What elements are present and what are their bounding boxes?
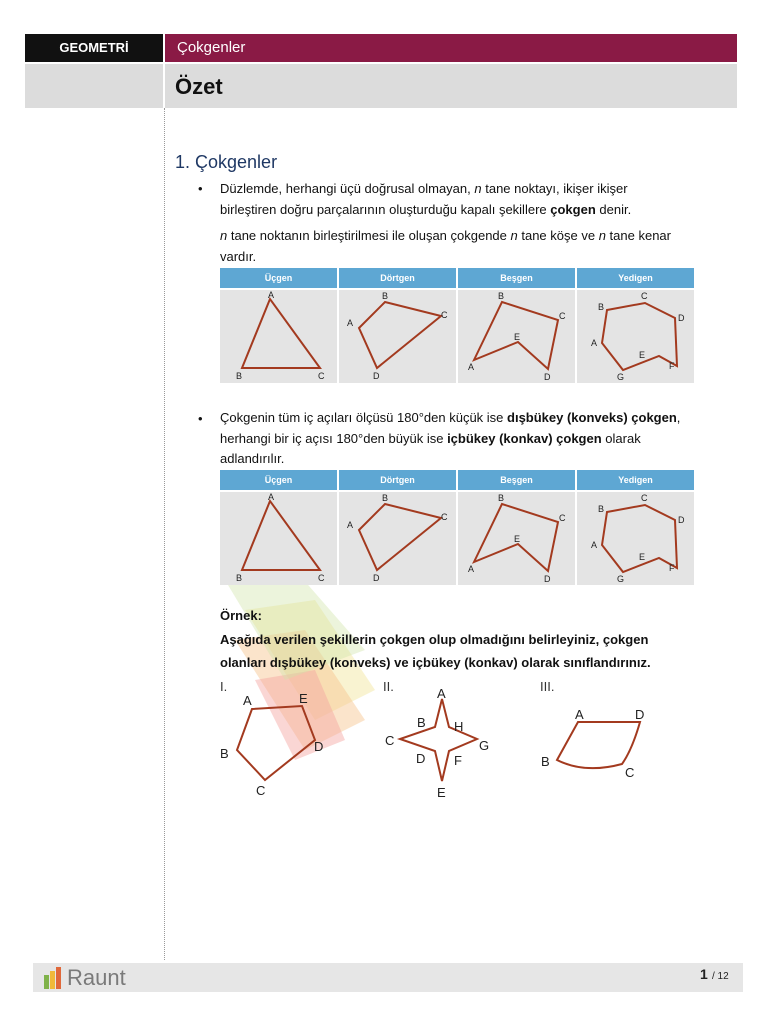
table-header: Beşgen — [458, 470, 575, 490]
figure-number: II. — [383, 679, 394, 694]
page-number: 1 — [700, 966, 708, 982]
example-question: Aşağıda verilen şekillerin çokgen olup olmadığını belirleyiniz, çokgen olanları dışbükey (konveks) ve içbükey (konkav) olarak sınıflandırınız. — [220, 632, 651, 670]
vertex-label: C — [441, 310, 448, 320]
vertex-label: F — [669, 563, 675, 573]
vertex-label: A — [591, 338, 598, 348]
vertex-label: G — [617, 372, 625, 382]
vertex-label: C — [641, 291, 648, 301]
triangle-figure — [220, 290, 337, 383]
vertex-label: B — [417, 715, 426, 730]
vertex-label: A — [437, 686, 446, 701]
figure-number: III. — [540, 679, 555, 694]
vertex-label: D — [678, 313, 685, 323]
quad-figure — [339, 492, 456, 585]
vertex-label: C — [625, 765, 635, 780]
vertex-label: A — [468, 564, 475, 574]
hept-cell — [577, 470, 694, 585]
vertex-label: E — [639, 552, 646, 562]
subject-label: GEOMETRİ — [25, 34, 163, 62]
vertex-label: G — [617, 574, 625, 584]
vertex-label: D — [544, 372, 551, 382]
vertex-label: E — [514, 332, 521, 342]
vertex-label: F — [454, 753, 462, 768]
hept-cell — [577, 268, 694, 383]
vertex-label: G — [479, 738, 490, 753]
margin-divider — [164, 108, 165, 960]
vertex-label: C — [256, 783, 266, 798]
table-header: Beşgen — [458, 268, 575, 288]
example-title: Örnek: — [220, 608, 262, 623]
vertex-label: B — [382, 291, 389, 301]
vertex-label: E — [437, 785, 446, 800]
summary-title: Özet — [165, 64, 737, 108]
vertex-label: F — [669, 361, 675, 371]
vertex-label: B — [220, 746, 229, 761]
bullet-convex-concave: Çokgenin tüm iç açıları ölçüsü 180°den küçük ise dışbükey (konveks) çokgen, herhangi bir iç açısı 180°den büyük ise içbükey (konkav) çokgen olarak adlandırılır. — [220, 410, 681, 466]
triangle-cell — [220, 470, 337, 585]
vertex-label: C — [641, 493, 648, 503]
vertex-label: D — [678, 515, 685, 525]
table-header: Dörtgen — [339, 268, 456, 288]
pent-cell — [458, 268, 575, 383]
table-header: Yedigen — [577, 470, 694, 490]
footer-bar — [33, 963, 743, 992]
triangle-figure — [220, 492, 337, 585]
bullet-dot: • — [198, 181, 203, 196]
quad-cell — [339, 268, 456, 383]
bullet-dot: • — [198, 411, 203, 426]
quad-figure — [339, 290, 456, 383]
polygon-table-1 — [220, 268, 693, 383]
section-title: 1. Çokgenler — [175, 152, 278, 172]
example-figure-3 — [535, 700, 665, 785]
vertex-label: A — [347, 318, 354, 328]
figure-number: I. — [220, 679, 228, 694]
vertex-label: A — [268, 290, 275, 300]
hept-figure — [577, 290, 694, 383]
vertex-label: C — [559, 513, 566, 523]
vertex-label: C — [318, 371, 325, 381]
vertex-label: A — [468, 362, 475, 372]
vertex-label: B — [236, 573, 243, 583]
vertex-label: C — [441, 512, 448, 522]
vertex-label: A — [591, 540, 598, 550]
vertex-label: E — [299, 691, 308, 706]
vertex-label: H — [454, 719, 464, 734]
vertex-label: C — [559, 311, 566, 321]
vertex-label: A — [268, 492, 275, 502]
vertex-label: D — [416, 751, 426, 766]
raunt-logo-icon — [44, 967, 66, 989]
vertex-label: B — [541, 754, 550, 769]
vertex-label: B — [598, 504, 605, 514]
hept-figure — [577, 492, 694, 585]
vertex-label: D — [373, 371, 380, 381]
vertex-label: B — [382, 493, 389, 503]
vertex-label: D — [544, 574, 551, 584]
pent-figure — [458, 492, 575, 585]
table-header: Dörtgen — [339, 470, 456, 490]
vertex-note: n tane noktanın birleştirilmesi ile oluşan çokgende n tane köşe ve n tane kenar vardır. — [220, 228, 671, 264]
polygon-table-2 — [220, 470, 693, 585]
vertex-label: D — [373, 573, 380, 583]
vertex-label: C — [385, 733, 395, 748]
bullet-definition: Düzlemde, herhangi üçü doğrusal olmayan, n tane noktayı, ikişer ikişer birleştiren doğru parçalarının oluşturduğu kapalı şekillere çokgen denir. — [220, 181, 632, 217]
vertex-label: A — [243, 693, 252, 708]
table-header: Üçgen — [220, 470, 337, 490]
table-header: Yedigen — [577, 268, 694, 288]
vertex-label: D — [635, 707, 645, 722]
example-figure-1 — [215, 685, 335, 800]
brand-name: Raunt — [67, 965, 126, 990]
vertex-label: B — [236, 371, 243, 381]
triangle-cell — [220, 268, 337, 383]
pent-cell — [458, 470, 575, 585]
example-figure-2 — [380, 685, 500, 800]
table-header: Üçgen — [220, 268, 337, 288]
vertex-label: B — [498, 291, 505, 301]
quad-cell — [339, 470, 456, 585]
page-total: / 12 — [712, 971, 729, 982]
vertex-label: E — [514, 534, 521, 544]
vertex-label: C — [318, 573, 325, 583]
vertex-label: D — [314, 739, 324, 754]
vertex-label: B — [598, 302, 605, 312]
vertex-label: B — [498, 493, 505, 503]
pent-figure — [458, 290, 575, 383]
topic-title: Çokgenler — [165, 34, 737, 62]
vertex-label: E — [639, 350, 646, 360]
vertex-label: A — [575, 707, 584, 722]
header-spacer — [25, 64, 163, 108]
vertex-label: A — [347, 520, 354, 530]
